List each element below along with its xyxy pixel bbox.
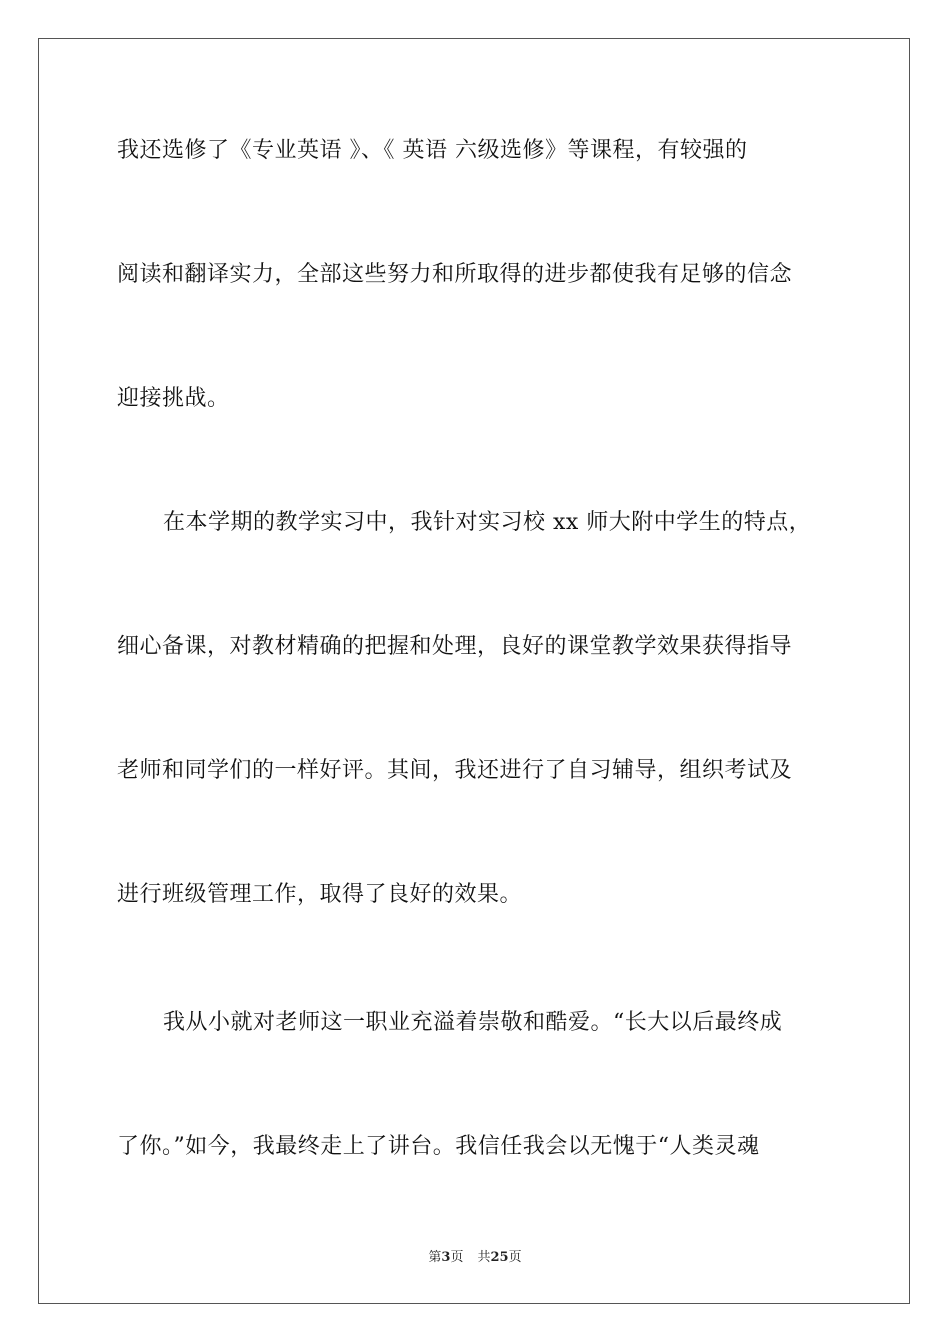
page-prefix: 第 bbox=[428, 1250, 442, 1265]
total-prefix: 共 bbox=[477, 1250, 491, 1265]
paragraph-line: 老师和同学们的一样好评。其间，我还进行了自习辅导，组织考试及 bbox=[117, 758, 793, 783]
page-border bbox=[38, 38, 910, 1304]
paragraph-line: 进行班级管理工作，取得了良好的效果。 bbox=[117, 882, 523, 907]
paragraph-line: 我还选修了《专业英语 》、《 英语 六级选修》等课程，有较强的 bbox=[117, 138, 748, 163]
paragraph-line: 细心备课，对教材精确的把握和处理，良好的课堂教学效果获得指导 bbox=[117, 634, 793, 659]
paragraph-line: 迎接挑战。 bbox=[117, 386, 230, 411]
total-pages: 25 bbox=[490, 1250, 509, 1265]
page-number: 3 bbox=[441, 1250, 451, 1265]
page-footer bbox=[0, 1246, 950, 1265]
paragraph-first-line: 在本学期的教学实习中，我针对实习校 xx 师大附中学生的特点， bbox=[163, 510, 812, 535]
paragraph-first-line: 我从小就对老师这一职业充溢着崇敬和酷爱。“长大以后最终成 bbox=[163, 1010, 783, 1035]
paragraph-line: 阅读和翻译实力，全部这些努力和所取得的进步都使我有足够的信念 bbox=[117, 262, 793, 287]
total-suffix: 页 bbox=[508, 1250, 522, 1265]
paragraph-line: 了你。”如今，我最终走上了讲台。我信任我会以无愧于“人类灵魂 bbox=[117, 1134, 760, 1159]
page-suffix: 页 bbox=[450, 1250, 464, 1265]
